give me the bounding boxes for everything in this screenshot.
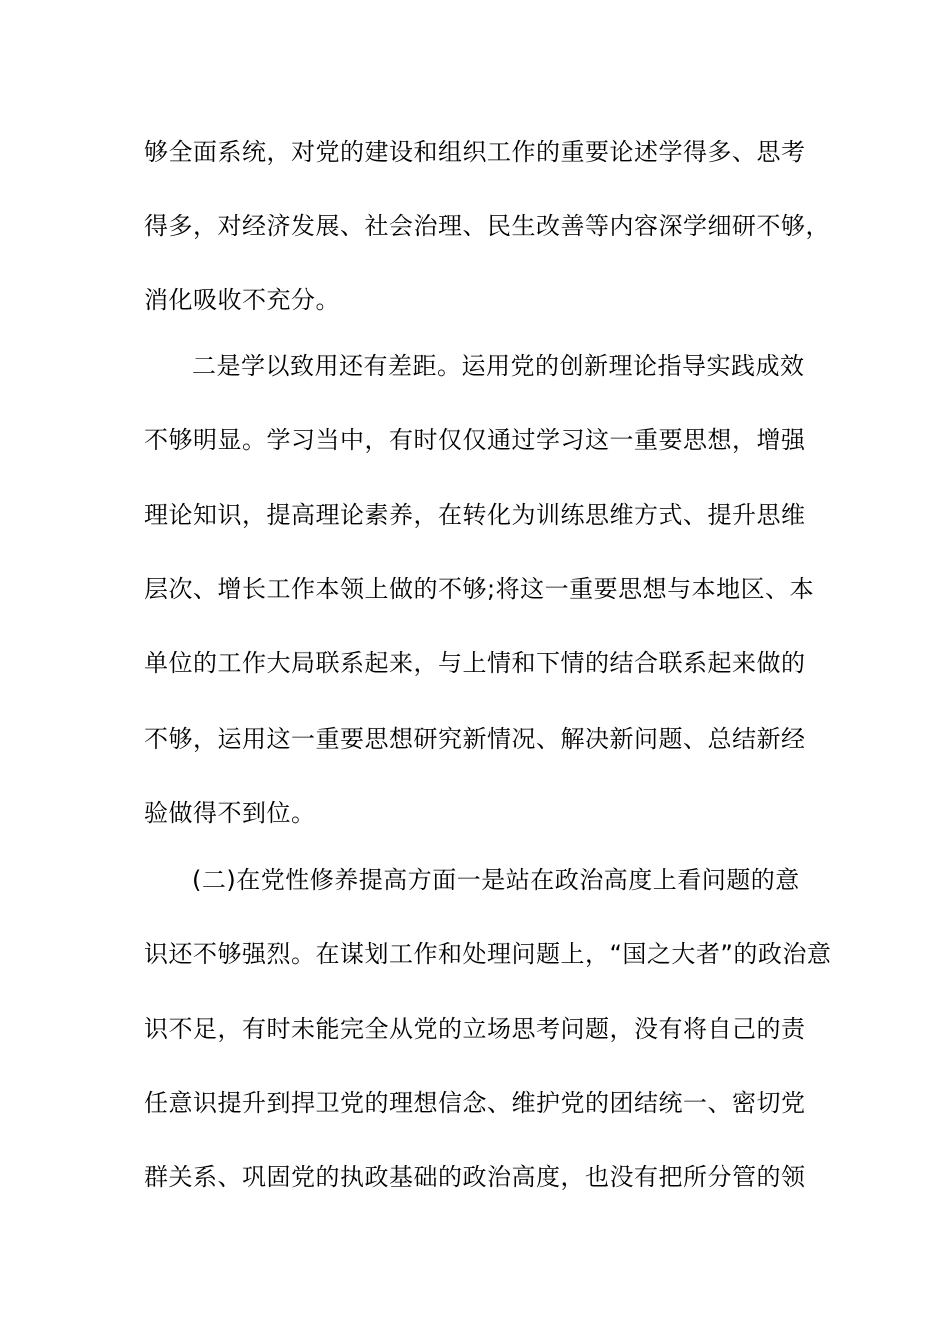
text-line: 层次、增长工作本领上做的不够;将这一重要思想与本地区、本 <box>144 575 815 603</box>
text-line: 不够，运用这一重要思想研究新情况、解决新问题、总结新经 <box>144 725 806 753</box>
text-line: 够全面系统，对党的建设和组织工作的重要论述学得多、思考 <box>144 138 806 166</box>
text-line: 识不足，有时未能完全从党的立场思考问题，没有将自己的责 <box>144 1015 806 1043</box>
text-line: 单位的工作大局联系起来，与上情和下情的结合联系起来做的 <box>144 649 806 677</box>
section-heading-line: (二)在党性修养提高方面一是站在政治高度上看问题的意 <box>192 866 800 894</box>
text-line: 识还不够强烈。在谋划工作和处理问题上，“国之大者”的政治意 <box>144 940 832 968</box>
paragraph-start-line: 二是学以致用还有差距。运用党的创新理论指导实践成效 <box>192 352 805 380</box>
text-line: 得多，对经济发展、社会治理、民生改善等内容深学细研不够， <box>144 212 830 240</box>
text-line: 不够明显。学习当中，有时仅仅通过学习这一重要思想，增强 <box>144 426 806 454</box>
text-line: 验做得不到位。 <box>144 799 316 827</box>
text-line: 任意识提升到捍卫党的理想信念、维护党的团结统一、密切党 <box>144 1089 806 1117</box>
text-line: 群关系、巩固党的执政基础的政治高度，也没有把所分管的领 <box>144 1163 806 1191</box>
text-line: 消化吸收不充分。 <box>144 286 340 314</box>
text-line: 理论知识，提高理论素养，在转化为训练思维方式、提升思维 <box>144 501 806 529</box>
